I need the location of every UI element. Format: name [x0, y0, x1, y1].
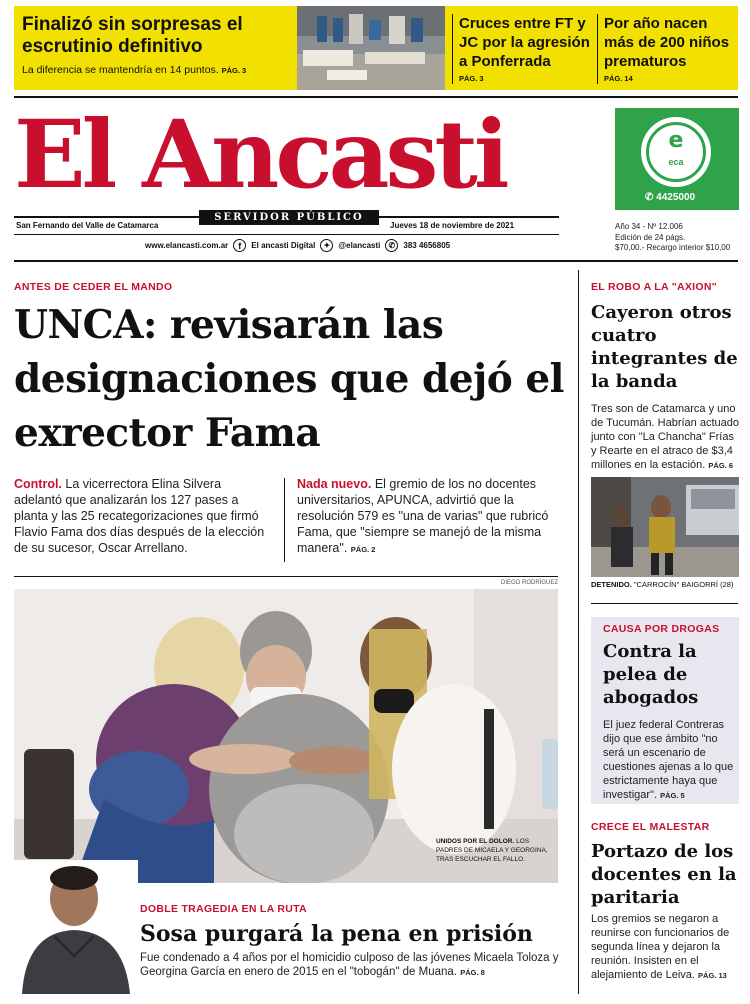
teaser-title-prematuros[interactable]: Por año nacen más de 200 niños prematuros	[604, 15, 730, 70]
malestar-page: PÁG. 13	[698, 971, 727, 980]
eca-logo	[641, 117, 711, 187]
caption-text: "CARROCÍN" BAIGORRÍ (28)	[633, 580, 734, 589]
edition-line-3: $70,00.- Recargo interior $10,00	[615, 243, 731, 252]
teaser-divider	[452, 14, 453, 84]
teaser-page-ref: PÁG. 3	[221, 66, 247, 75]
edition-line-2: Edición de 24 págs.	[615, 232, 686, 242]
facebook-link[interactable]: El ancasti Digital	[251, 240, 316, 250]
divider	[14, 576, 558, 577]
eca-phone: 4425000	[656, 192, 696, 203]
eca-phone-row	[645, 192, 695, 203]
phone-icon: ✆	[645, 192, 654, 203]
drogas-text: El juez federal Contreras dijo que ese ámbito "no será un escenario de cuestiones ajenas a lo que estrictamente haya que investigar".	[603, 719, 734, 801]
drogas-page: PÁG. 5	[660, 791, 685, 800]
second-headline[interactable]: Sosa purgará la pena en prisión	[140, 921, 533, 947]
drogas-kicker: CAUSA POR DROGAS	[603, 623, 720, 635]
facebook-icon: f	[233, 239, 246, 252]
masthead-info-row	[14, 212, 559, 232]
masthead-date: Jueves 18 de noviembre de 2021	[390, 221, 515, 230]
drogas-summary	[603, 718, 737, 803]
masthead-rule	[14, 234, 559, 235]
whatsapp-icon: ✆	[385, 239, 398, 252]
second-kicker: DOBLE TRAGEDIA EN LA RUTA	[140, 903, 307, 915]
malestar-kicker: CRECE EL MALESTAR	[591, 821, 710, 833]
main-col-1-lead: Control.	[14, 477, 62, 491]
drogas-headline[interactable]: Contra la pelea de abogados	[603, 641, 699, 708]
column-divider	[284, 478, 285, 562]
teaser-title-cruces[interactable]: Cruces entre FT y JC por la agresión a Ponferrada	[459, 15, 590, 70]
teaser-band	[14, 6, 738, 90]
whatsapp-link[interactable]: 383 4656805	[403, 240, 451, 250]
malestar-headline[interactable]: Portazo de los docentes en la paritaria	[591, 841, 737, 908]
edition-line-1: Año 34 - Nº 12.006	[615, 222, 683, 231]
teaser-photo-escrutinio[interactable]	[297, 6, 445, 90]
main-col-2-page: PÁG. 2	[350, 545, 376, 554]
main-col-2-lead: Nada nuevo.	[297, 477, 372, 491]
ballot-boxes-photo	[297, 6, 445, 90]
website-link[interactable]: www.elancasti.com.ar	[145, 240, 229, 250]
robo-kicker: EL ROBO A LA "AXION"	[591, 281, 718, 293]
main-col-1	[14, 476, 272, 556]
main-col-2	[297, 476, 559, 558]
main-headline[interactable]: UNCA: revisarán las designaciones que dejó el exrector Fama	[14, 302, 564, 456]
sidebar-divider	[578, 270, 579, 994]
teaser-page-ref: PÁG. 14	[604, 74, 633, 83]
eca-mark-icon: e	[668, 128, 684, 153]
teaser-divider	[597, 14, 598, 84]
sosa-photo	[14, 860, 138, 994]
malestar-summary	[591, 912, 741, 983]
edition-info	[615, 222, 740, 254]
teaser-title-escrutinio[interactable]: Finalizó sin sorpresas el escrutinio definitivo	[22, 14, 243, 57]
caption-text: LOS PADRES DE MICAELA Y GEORGINA, TRAS ESCUCHAR EL FALLO.	[436, 838, 548, 863]
main-photo[interactable]	[14, 589, 558, 883]
robo-photo[interactable]	[591, 477, 739, 577]
robo-page: PÁG. 6	[708, 461, 733, 470]
divider	[591, 603, 738, 604]
robo-photo-caption	[591, 580, 741, 589]
second-text: Fue condenado a 4 años por el homicidio culposo de las jóvenes Micaela Toloza y Georgina García en enero de 2015 en el "tobogán" de Muana.	[140, 952, 559, 978]
arrest-photo	[591, 477, 739, 577]
main-kicker: ANTES DE CEDER EL MANDO	[14, 281, 173, 293]
main-col-2-text: El gremio de los no docentes universitarios, APUNCA, advirtió que la resolución 579 es "una de varias" que rubricó Fama, que "siempre se manejó de la misma manera".	[297, 477, 549, 555]
robo-headline[interactable]: Cayeron otros cuatro integrantes de la banda	[591, 302, 738, 392]
masthead-motto: SERVIDOR PÚBLICO	[199, 210, 379, 225]
teaser-summary-escrutinio	[22, 64, 297, 76]
masthead-contact-row	[145, 238, 450, 252]
teaser-page-ref: PÁG. 3	[459, 74, 484, 83]
divider	[14, 260, 738, 262]
photo-credit: DIEGO RODRÍGUEZ	[500, 580, 558, 586]
sosa-portrait[interactable]	[14, 860, 138, 994]
eca-ad[interactable]	[615, 108, 739, 210]
caption-lead: DETENIDO.	[591, 580, 632, 589]
robo-text: Tres son de Catamarca y uno de Tucumán. Habrían actuado junto con "La Chancha" Frías y Rearte en el atraco de $3,4 millones en la estación.	[591, 403, 739, 471]
caption-lead: UNIDOS POR EL DOLOR.	[436, 838, 515, 845]
eca-logo-text: eca	[668, 157, 684, 167]
twitter-icon: ✦	[320, 239, 333, 252]
main-photo-caption	[436, 837, 554, 864]
second-summary	[140, 951, 560, 980]
twitter-link[interactable]: @elancasti	[338, 240, 381, 250]
teaser-summary-text: La diferencia se mantendría en 14 puntos.	[22, 64, 219, 76]
masthead-logo[interactable]: El Ancasti	[14, 100, 506, 210]
second-page: PÁG. 8	[460, 968, 485, 977]
main-col-1-text: La vicerrectora Elina Silvera adelantó que analizarán los 127 pases a planta y las 25 recategorizaciones que firmó Flavio Fama dos días después de la elección de su sucesor, Oscar Arrellano.	[14, 477, 265, 555]
malestar-text: Los gremios se negaron a reunirse con funcionarios de segunda línea y dejaron la reunión. Insisten en el alejamiento de Leiva.	[591, 913, 730, 981]
robo-summary	[591, 402, 741, 473]
masthead-location: San Fernando del Valle de Catamarca	[16, 221, 159, 230]
